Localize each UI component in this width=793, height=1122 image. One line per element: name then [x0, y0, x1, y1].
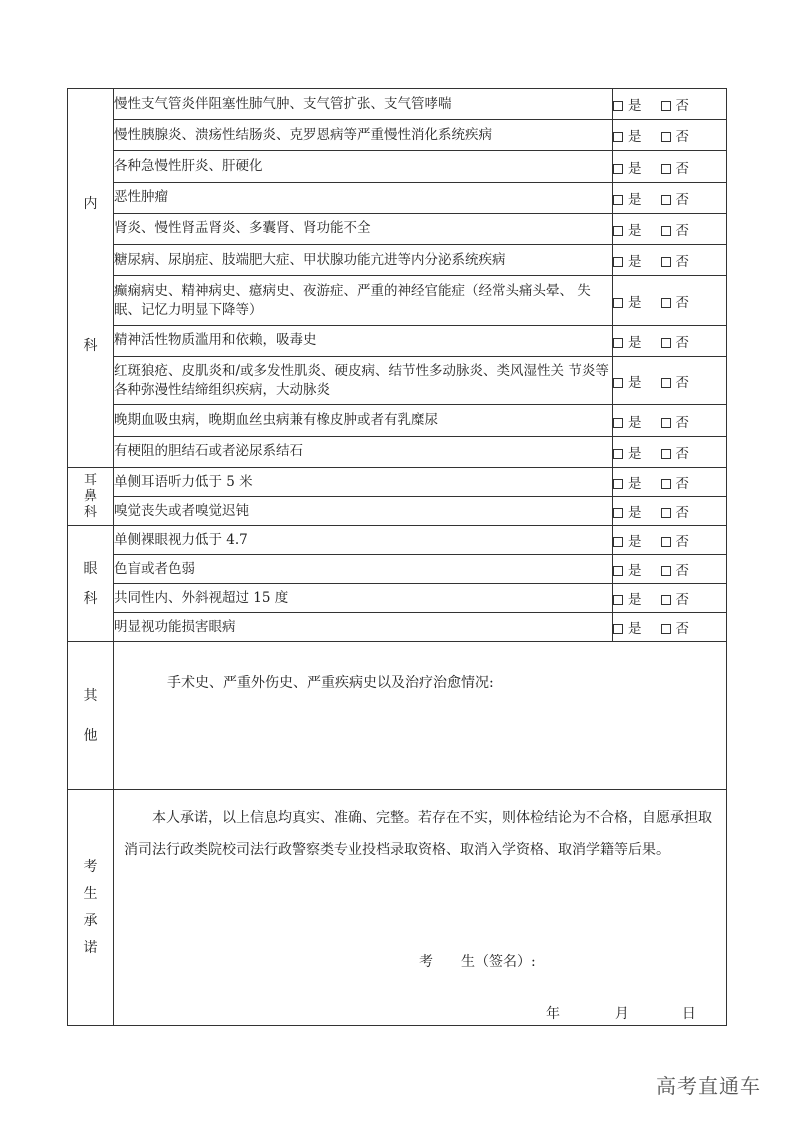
table-row: [68, 213, 727, 244]
answer-cell: [613, 276, 727, 326]
yes-option[interactable]: 是: [613, 617, 642, 637]
table-row: [68, 436, 727, 467]
other-history-prompt: 手术史、严重外伤史、严重疾病史以及治疗治愈情况:: [167, 675, 494, 691]
checkbox[interactable]: [613, 101, 623, 111]
answer-cell: [613, 182, 727, 213]
condition-item: 晚期血吸虫病，晚期血丝虫病兼有橡皮肿或者有乳糜尿: [114, 405, 613, 436]
checkbox[interactable]: [613, 164, 623, 174]
yes-option[interactable]: 是: [613, 219, 642, 239]
table-row: [68, 120, 727, 151]
checkbox[interactable]: [661, 338, 671, 348]
table-row: [68, 151, 727, 182]
eye-label: [68, 526, 114, 642]
checkbox[interactable]: [661, 298, 671, 308]
table-row: [68, 526, 727, 555]
condition-item: 明显视功能损害眼病: [114, 613, 613, 642]
yes-option[interactable]: 是: [613, 331, 642, 351]
no-option[interactable]: 否: [661, 530, 690, 550]
checkbox[interactable]: [613, 298, 623, 308]
pledge-label: 考 生 承 诺: [68, 790, 114, 1026]
answer-cell: [613, 497, 727, 526]
internal-label-top: 内: [83, 196, 98, 212]
no-option[interactable]: 否: [661, 371, 690, 391]
no-option[interactable]: 否: [661, 501, 690, 521]
condition-item: 精神活性物质滥用和依赖，吸毒史: [114, 325, 613, 356]
table-row: [68, 357, 727, 405]
table-row: [68, 89, 727, 120]
condition-item: 嗅觉丧失或者嗅觉迟钝: [114, 497, 613, 526]
checkbox[interactable]: [661, 595, 671, 605]
yes-option[interactable]: 是: [613, 125, 642, 145]
no-option[interactable]: 否: [661, 125, 690, 145]
no-option[interactable]: 否: [661, 157, 690, 177]
table-row: [68, 497, 727, 526]
checkbox[interactable]: [613, 257, 623, 267]
yes-option[interactable]: 是: [613, 588, 642, 608]
answer-cell: [613, 555, 727, 584]
checkbox[interactable]: [661, 132, 671, 142]
eye-label-top: 眼: [83, 560, 98, 577]
answer-cell: [613, 325, 727, 356]
checkbox[interactable]: [613, 624, 623, 634]
table-row: [68, 182, 727, 213]
table-row: [68, 790, 727, 1026]
answer-cell: [613, 120, 727, 151]
checkbox[interactable]: [661, 226, 671, 236]
answer-cell: [613, 584, 727, 613]
checkbox[interactable]: [661, 195, 671, 205]
yes-option[interactable]: 是: [613, 94, 642, 114]
condition-item: 有梗阻的胆结石或者泌尿系结石: [114, 436, 613, 467]
checkbox[interactable]: [613, 537, 623, 547]
no-option[interactable]: 否: [661, 559, 690, 579]
no-option[interactable]: 否: [661, 588, 690, 608]
table-row: [68, 642, 727, 790]
answer-cell: [613, 613, 727, 642]
table-row: [68, 555, 727, 584]
checkbox[interactable]: [613, 418, 623, 428]
no-option[interactable]: 否: [661, 188, 690, 208]
internal-label-bottom: 科: [83, 338, 98, 354]
checkbox[interactable]: [661, 479, 671, 489]
condition-item: 肾炎、慢性肾盂肾炎、多囊肾、肾功能不全: [114, 213, 613, 244]
yes-option[interactable]: 是: [613, 501, 642, 521]
no-option[interactable]: 否: [661, 617, 690, 637]
table-row: [68, 276, 727, 326]
answer-cell: [613, 245, 727, 276]
signature-field[interactable]: 考 生（签名）:: [419, 954, 536, 970]
no-option[interactable]: 否: [661, 411, 690, 431]
yes-option[interactable]: 是: [613, 530, 642, 550]
answer-cell: [613, 357, 727, 405]
no-option[interactable]: 否: [661, 442, 690, 462]
no-option[interactable]: 否: [661, 94, 690, 114]
table-row: [68, 613, 727, 642]
other-history-field[interactable]: [114, 642, 727, 790]
checkbox[interactable]: [613, 566, 623, 576]
answer-cell: [613, 526, 727, 555]
checkbox[interactable]: [613, 226, 623, 236]
pledge-cell: [114, 790, 727, 1026]
condition-item: 慢性支气管炎伴阻塞性肺气肿、支气管扩张、支气管哮喘: [114, 89, 613, 120]
checkbox[interactable]: [613, 378, 623, 388]
checkbox[interactable]: [661, 508, 671, 518]
no-option[interactable]: 否: [661, 250, 690, 270]
no-option[interactable]: 否: [661, 291, 690, 311]
condition-item: 恶性肿瘤: [114, 182, 613, 213]
checkbox[interactable]: [661, 566, 671, 576]
yes-option[interactable]: 是: [613, 559, 642, 579]
other-label-bottom: 他: [83, 727, 98, 744]
other-label-top: 其: [83, 687, 98, 704]
yes-option[interactable]: 是: [613, 250, 642, 270]
answer-cell: [613, 151, 727, 182]
no-option[interactable]: 否: [661, 472, 690, 492]
medical-history-form: [67, 88, 727, 1026]
no-option[interactable]: 否: [661, 219, 690, 239]
checkbox[interactable]: [613, 595, 623, 605]
checkbox[interactable]: [661, 378, 671, 388]
checkbox[interactable]: [661, 624, 671, 634]
condition-item: 癫痫病史、精神病史、癔病史、夜游症、严重的神经官能症（经常头痛头晕、 失眠、记忆力明显下降等）: [114, 276, 613, 326]
checkbox[interactable]: [613, 132, 623, 142]
yes-option[interactable]: 是: [613, 411, 642, 431]
month-label: 月: [614, 1006, 629, 1022]
checkbox[interactable]: [661, 101, 671, 111]
checkbox[interactable]: [613, 338, 623, 348]
table-row: [68, 325, 727, 356]
condition-item: 红斑狼疮、皮肌炎和/或多发性肌炎、硬皮病、结节性多动脉炎、类风湿性关 节炎等各种弥漫性结缔组织疾病，大动脉炎: [114, 357, 613, 405]
checkbox[interactable]: [613, 508, 623, 518]
condition-item: 各种急慢性肝炎、肝硬化: [114, 151, 613, 182]
answer-cell: [613, 468, 727, 497]
checkbox[interactable]: [661, 537, 671, 547]
checkbox[interactable]: [661, 449, 671, 459]
checkbox[interactable]: [661, 164, 671, 174]
yes-option[interactable]: 是: [613, 442, 642, 462]
yes-option[interactable]: 是: [613, 472, 642, 492]
checkbox[interactable]: [613, 479, 623, 489]
condition-item: 慢性胰腺炎、溃疡性结肠炎、克罗恩病等严重慢性消化系统疾病: [114, 120, 613, 151]
answer-cell: [613, 89, 727, 120]
answer-cell: [613, 405, 727, 436]
checkbox[interactable]: [613, 195, 623, 205]
answer-cell: [613, 213, 727, 244]
other-label: [68, 642, 114, 790]
condition-item: 共同性内、外斜视超过 15 度: [114, 584, 613, 613]
table-row: [68, 405, 727, 436]
condition-item: 单侧裸眼视力低于 4.7: [114, 526, 613, 555]
date-field[interactable]: [546, 1003, 696, 1023]
internal-medicine-label: [68, 89, 114, 468]
condition-item: 糖尿病、尿崩症、肢端肥大症、甲状腺功能亢进等内分泌系统疾病: [114, 245, 613, 276]
no-option[interactable]: 否: [661, 331, 690, 351]
condition-item: 色盲或者色弱: [114, 555, 613, 584]
condition-item: 单侧耳语听力低于 5 米: [114, 468, 613, 497]
checkbox[interactable]: [613, 449, 623, 459]
yes-option[interactable]: 是: [613, 157, 642, 177]
yes-option[interactable]: 是: [613, 371, 642, 391]
yes-option[interactable]: 是: [613, 291, 642, 311]
answer-cell: [613, 436, 727, 467]
table-row: [68, 245, 727, 276]
pledge-text: 本人承诺，以上信息均真实、准确、完整。若存在不实，则体检结论为不合格，自愿承担取消司法行政类院校司法行政警察类专业投档录取资格、取消入学资格、取消学籍等后果。: [124, 810, 712, 858]
checkbox[interactable]: [661, 257, 671, 267]
day-label: 日: [681, 1006, 696, 1022]
yes-option[interactable]: 是: [613, 188, 642, 208]
year-label: 年: [546, 1006, 560, 1022]
table-row: [68, 468, 727, 497]
eye-label-bottom: 科: [83, 590, 98, 607]
watermark-logo: 高考直通车: [656, 1074, 761, 1098]
ent-label: 耳 鼻 科: [68, 468, 114, 526]
table-row: [68, 584, 727, 613]
checkbox[interactable]: [661, 418, 671, 428]
